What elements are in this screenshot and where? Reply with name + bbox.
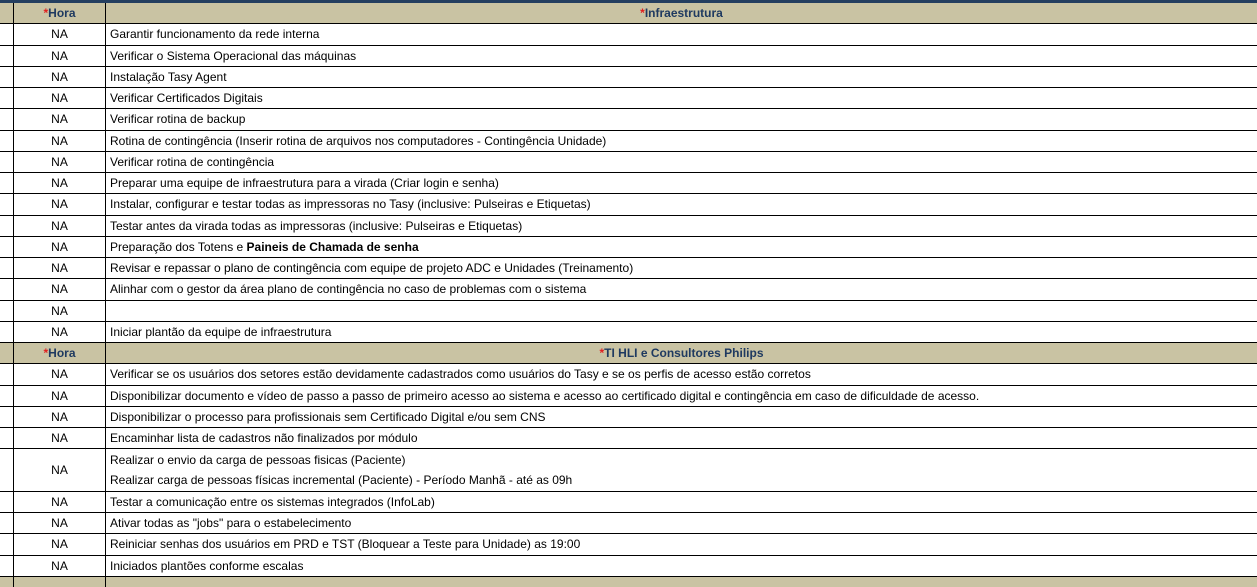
task-text-line-2: Realizar carga de pessoas físicas incremental (Paciente) - Período Manhã - até as 09h	[110, 473, 573, 487]
table-row	[0, 67, 1257, 88]
task-cell[interactable]: Testar antes da virada todas as impressoras (inclusive: Pulseiras e Etiquetas)	[110, 218, 523, 233]
table-row	[0, 24, 1257, 45]
row-marker-cell[interactable]	[0, 428, 14, 448]
row-marker-cell[interactable]	[0, 216, 14, 236]
hora-cell[interactable]: NA	[14, 449, 106, 491]
hora-cell[interactable]: NA	[14, 46, 106, 66]
row-marker-cell[interactable]	[0, 301, 14, 321]
task-cell[interactable]: Verificar rotina de backup	[110, 112, 246, 127]
task-cell[interactable]: Preparar uma equipe de infraestrutura para a virada (Criar login e senha)	[110, 176, 499, 191]
task-cell[interactable]: Verificar rotina de contingência	[110, 154, 275, 169]
table-row	[0, 492, 1257, 513]
row-marker-cell[interactable]	[0, 152, 14, 172]
hora-header-cell[interactable]	[14, 3, 106, 23]
table-row	[0, 449, 1257, 492]
row-marker-cell[interactable]	[0, 577, 14, 587]
hora-cell[interactable]: NA	[14, 492, 106, 512]
row-marker-cell[interactable]	[0, 513, 14, 533]
table-row	[0, 556, 1257, 577]
row-marker-cell[interactable]	[0, 46, 14, 66]
hora-cell[interactable]: NA	[14, 88, 106, 108]
task-cell[interactable]	[106, 449, 1257, 491]
task-cell[interactable]: Verificar se os usuários dos setores estão devidamente cadastrados como usuários do Tasy e se os perfis de acesso estão corretos	[110, 367, 811, 382]
section-title-cell[interactable]	[106, 3, 1257, 23]
row-marker-cell[interactable]	[0, 386, 14, 406]
hora-cell[interactable]: NA	[14, 556, 106, 576]
hora-cell[interactable]: NA	[14, 216, 106, 236]
row-marker-cell[interactable]	[0, 173, 14, 193]
hora-cell[interactable]: NA	[14, 194, 106, 214]
row-marker-cell[interactable]	[0, 343, 14, 363]
table-row	[0, 88, 1257, 109]
task-text-line-1: Realizar o envio da carga de pessoas fisicas (Paciente)	[110, 453, 406, 467]
hora-cell[interactable]: NA	[14, 173, 106, 193]
row-marker-cell[interactable]	[0, 322, 14, 342]
hora-cell[interactable]: NA	[14, 237, 106, 257]
row-marker-cell[interactable]	[0, 3, 14, 23]
row-marker-cell[interactable]	[0, 492, 14, 512]
hora-cell[interactable]: NA	[14, 258, 106, 278]
hora-header-cell[interactable]	[14, 577, 106, 587]
table-row	[0, 279, 1257, 300]
row-marker-cell[interactable]	[0, 88, 14, 108]
task-cell[interactable]: Verificar o Sistema Operacional das máquinas	[110, 48, 357, 63]
table-row	[0, 109, 1257, 130]
table-row	[0, 258, 1257, 279]
hora-cell[interactable]: NA	[14, 407, 106, 427]
task-cell[interactable]: Iniciados plantões conforme escalas	[110, 558, 304, 573]
row-marker-cell[interactable]	[0, 279, 14, 299]
task-cell[interactable]	[106, 237, 1257, 257]
table-row	[0, 301, 1257, 322]
task-cell[interactable]: Encaminhar lista de cadastros não finalizados por módulo	[110, 431, 418, 446]
task-cell[interactable]: Alinhar com o gestor da área plano de contingência no caso de problemas com o sistema	[110, 282, 587, 297]
task-cell[interactable]: Revisar e repassar o plano de contingência com equipe de projeto ADC e Unidades (Treinamento)	[110, 261, 634, 276]
hora-cell[interactable]: NA	[14, 131, 106, 151]
table-row	[0, 131, 1257, 152]
row-marker-cell[interactable]	[0, 67, 14, 87]
row-marker-cell[interactable]	[0, 258, 14, 278]
hora-cell[interactable]: NA	[14, 301, 106, 321]
table-row	[0, 428, 1257, 449]
table-row	[0, 407, 1257, 428]
task-cell[interactable]: Ativar todas as "jobs" para o estabelecimento	[110, 516, 352, 531]
hora-cell[interactable]: NA	[14, 322, 106, 342]
table-row	[0, 386, 1257, 407]
row-marker-cell[interactable]	[0, 449, 14, 491]
row-marker-cell[interactable]	[0, 237, 14, 257]
section-title: TI HLI e Consultores Philips	[604, 346, 764, 361]
row-marker-cell[interactable]	[0, 24, 14, 44]
table-row	[0, 216, 1257, 237]
required-asterisk: *	[43, 346, 49, 361]
required-asterisk: *	[43, 6, 49, 21]
section-header-ti	[0, 343, 1257, 364]
table-row	[0, 237, 1257, 258]
table-row	[0, 152, 1257, 173]
task-cell[interactable]	[106, 301, 1257, 321]
hora-cell[interactable]: NA	[14, 364, 106, 384]
hora-cell[interactable]: NA	[14, 513, 106, 533]
section-title: Infraestrutura	[644, 6, 723, 21]
hora-header-label: Hora	[48, 6, 76, 21]
task-cell[interactable]: Reiniciar senhas dos usuários em PRD e TST (Bloquear a Teste para Unidade) as 19:00	[110, 537, 581, 552]
section-header-partial	[0, 577, 1257, 587]
row-marker-cell[interactable]	[0, 407, 14, 427]
hora-cell[interactable]: NA	[14, 24, 106, 44]
row-marker-cell[interactable]	[0, 131, 14, 151]
task-cell[interactable]: Rotina de contingência (Inserir rotina de arquivos nos computadores - Contingência Unidade)	[110, 133, 607, 148]
task-cell[interactable]: Instalar, configurar e testar todas as impressoras no Tasy (inclusive: Pulseiras e Etiquetas)	[110, 197, 591, 212]
row-marker-cell[interactable]	[0, 534, 14, 554]
table-row	[0, 173, 1257, 194]
row-marker-cell[interactable]	[0, 364, 14, 384]
section-title-cell[interactable]	[106, 343, 1257, 363]
hora-cell[interactable]: NA	[14, 279, 106, 299]
section-title-cell[interactable]	[106, 577, 1257, 587]
task-cell[interactable]: Verificar Certificados Digitais	[110, 91, 263, 106]
spreadsheet-grid	[0, 3, 1257, 587]
task-cell[interactable]: Iniciar plantão da equipe de infraestrutura	[110, 324, 332, 339]
task-cell[interactable]: Disponibilizar o processo para profissionais sem Certificado Digital e/ou sem CNS	[110, 409, 546, 424]
hora-cell[interactable]: NA	[14, 534, 106, 554]
hora-cell[interactable]: NA	[14, 109, 106, 129]
hora-cell[interactable]: NA	[14, 67, 106, 87]
table-row	[0, 322, 1257, 343]
required-asterisk: *	[599, 346, 605, 361]
hora-header-label: Hora	[48, 346, 76, 361]
table-row	[0, 194, 1257, 215]
task-text-bold: Paineis de Chamada de senha	[246, 239, 419, 254]
table-row	[0, 534, 1257, 555]
row-marker-cell[interactable]	[0, 194, 14, 214]
hora-header-cell[interactable]	[14, 343, 106, 363]
task-cell[interactable]: Disponibilizar documento e vídeo de passo a passo de primeiro acesso ao sistema e acesso ao certificado digital e contingência em caso de dificuldade de acesso.	[110, 388, 980, 403]
section-header-infraestrutura	[0, 3, 1257, 24]
hora-cell[interactable]: NA	[14, 386, 106, 406]
table-row	[0, 513, 1257, 534]
table-row	[0, 364, 1257, 385]
hora-cell[interactable]: NA	[14, 428, 106, 448]
row-marker-cell[interactable]	[0, 556, 14, 576]
task-cell[interactable]: Instalação Tasy Agent	[110, 69, 227, 84]
table-row	[0, 46, 1257, 67]
hora-cell[interactable]: NA	[14, 152, 106, 172]
task-text: Preparação dos Totens e	[110, 239, 247, 254]
required-asterisk: *	[640, 6, 645, 21]
row-marker-cell[interactable]	[0, 109, 14, 129]
task-cell[interactable]: Garantir funcionamento da rede interna	[110, 27, 320, 42]
task-cell[interactable]: Testar a comunicação entre os sistemas integrados (InfoLab)	[110, 494, 435, 509]
